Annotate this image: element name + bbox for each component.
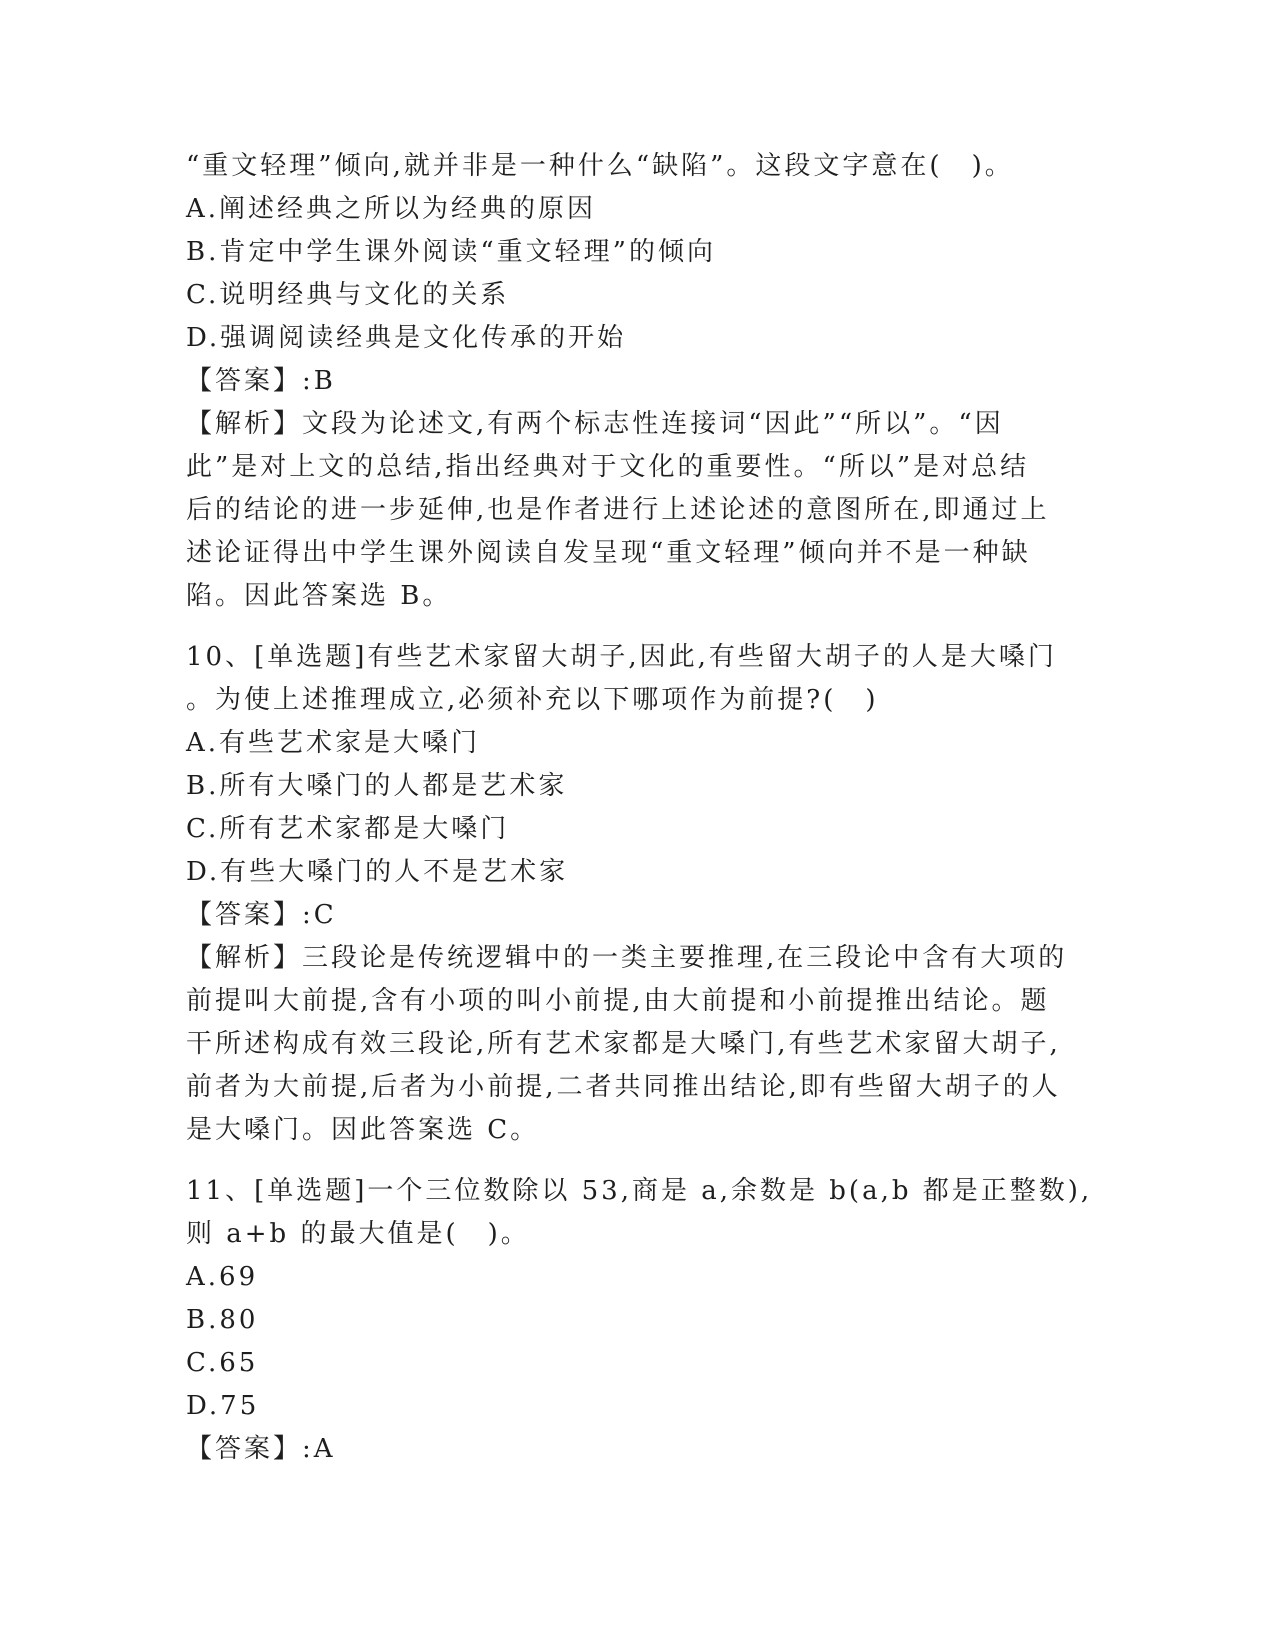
option-d: D.75 (186, 1391, 260, 1421)
analysis-line: 前者为大前提,后者为小前提,二者共同推出结论,即有些留大胡子的人 (186, 1072, 1061, 1102)
option-a: A.有些艺术家是大嗓门 (186, 728, 481, 758)
question-stem-line: 11、[单选题]一个三位数除以 53,商是 a,余数是 b(a,b 都是正整数), (186, 1176, 1093, 1206)
question-stem-line: 则 a+b 的最大值是( )。 (186, 1219, 530, 1249)
question-stem-line: “重文轻理”倾向,就并非是一种什么“缺陷”。这段文字意在( )。 (186, 151, 1014, 181)
analysis-line: 是大嗓门。因此答案选 C。 (186, 1115, 540, 1145)
analysis-line: 陷。因此答案选 B。 (186, 581, 452, 611)
question-stem-line: 。为使上述推理成立,必须补充以下哪项作为前提?( ) (186, 685, 879, 715)
answer-line: 【答案】:B (186, 366, 336, 396)
option-d: D.强调阅读经典是文化传承的开始 (186, 323, 627, 353)
answer-line: 【答案】:C (186, 900, 337, 930)
answer-line: 【答案】:A (186, 1434, 336, 1464)
option-a: A.阐述经典之所以为经典的原因 (186, 194, 597, 224)
page-content (186, 145, 1093, 1471)
option-c: C.65 (186, 1348, 259, 1378)
question-9 (186, 145, 1086, 618)
question-10 (186, 636, 1086, 1152)
option-b: B.80 (186, 1305, 259, 1335)
option-c: C.所有艺术家都是大嗓门 (186, 814, 510, 844)
option-b: B.肯定中学生课外阅读“重文轻理”的倾向 (186, 237, 716, 267)
option-d: D.有些大嗓门的人不是艺术家 (186, 857, 569, 887)
option-a: A.69 (186, 1262, 259, 1292)
analysis-line: 述论证得出中学生课外阅读自发呈现“重文轻理”倾向并不是一种缺 (186, 538, 1031, 568)
analysis-line: 后的结论的进一步延伸,也是作者进行上述论述的意图所在,即通过上 (186, 495, 1050, 525)
analysis-line: 【解析】文段为论述文,有两个标志性连接词“因此”“所以”。“因 (186, 409, 1004, 439)
option-b: B.所有大嗓门的人都是艺术家 (186, 771, 568, 801)
analysis-line: 前提叫大前提,含有小项的叫小前提,由大前提和小前提推出结论。题 (186, 986, 1050, 1016)
analysis-line: 干所述构成有效三段论,所有艺术家都是大嗓门,有些艺术家留大胡子, (186, 1029, 1061, 1059)
question-stem-line: 10、[单选题]有些艺术家留大胡子,因此,有些留大胡子的人是大嗓门 (186, 642, 1057, 672)
analysis-line: 【解析】三段论是传统逻辑中的一类主要推理,在三段论中含有大项的 (186, 943, 1068, 973)
option-c: C.说明经典与文化的关系 (186, 280, 510, 310)
analysis-line: 此”是对上文的总结,指出经典对于文化的重要性。“所以”是对总结 (186, 452, 1030, 482)
question-11 (186, 1170, 1093, 1471)
